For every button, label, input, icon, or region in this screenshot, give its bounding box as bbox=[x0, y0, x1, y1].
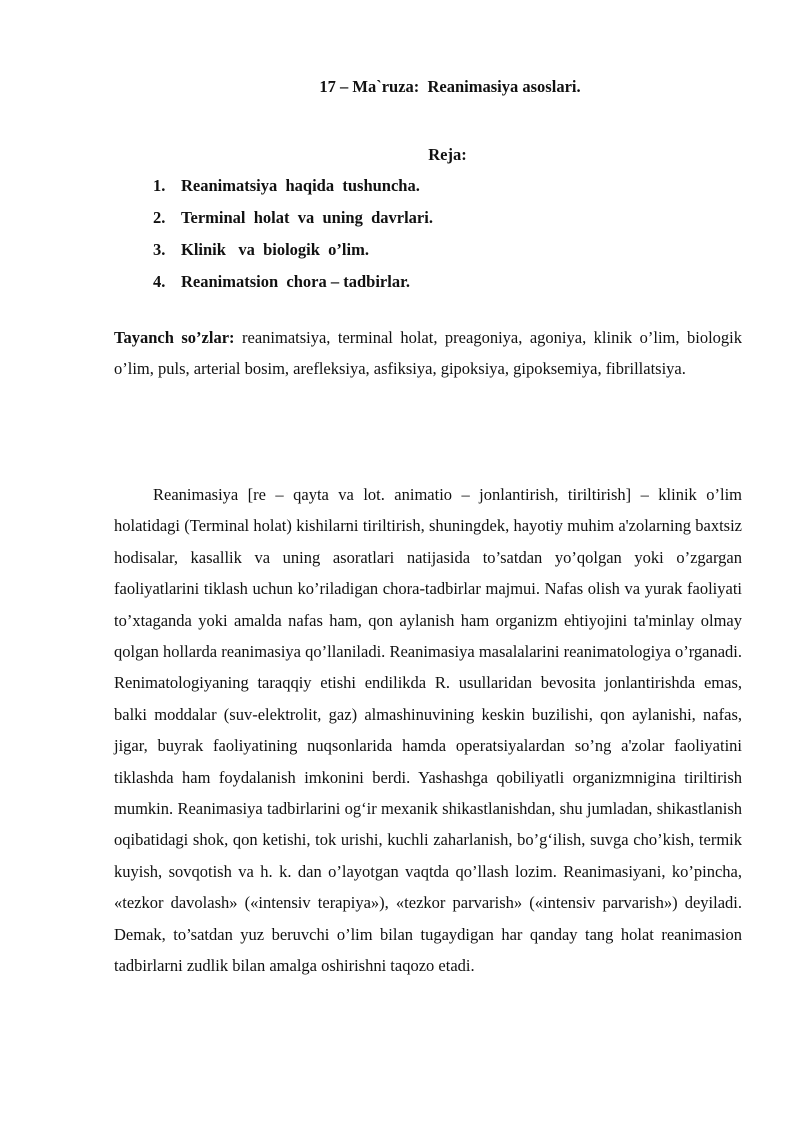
plan-item-number: 1. bbox=[153, 176, 166, 195]
plan-item-text: Reanimatsion chora – tadbirlar. bbox=[181, 272, 411, 291]
plan-item-number: 4. bbox=[153, 272, 166, 291]
plan-item-number: 3. bbox=[153, 240, 166, 259]
plan-item-text: Reanimatsiya haqida tushuncha. bbox=[181, 176, 420, 195]
plan-item-text: Terminal holat va uning davrlari. bbox=[181, 208, 433, 227]
lecture-title: 17 – Ma`ruza: Reanimasiya asoslari. bbox=[319, 77, 581, 96]
plan-item bbox=[153, 268, 433, 300]
body-paragraph: Reanimasiya [re – qayta va lot. animatio – jonlantirish, tiriltirish] – klinik o’lim holatidagi (Terminal holat) kishilarni tiriltirish, shuningdek, hayotiy muhim a'zolarning baxtsiz hodisalar, kasallik va uning asoratlari natijasida to’satdan yo’qolgan yoki o’zgargan faoliyatlarini tiklash uchun ko’riladigan chora-tadbirlar majmui. Nafas olish va yurak faoliyati to’xtaganda yoki amalda nafas ham, qon aylanish ham organizm ehtiyojini ta'minlay olmay qolgan hollarda reanimasiya qo’llaniladi. Reanimasiya masalalarini reanimatologiya o’rganadi. Renimatologiyaning taraqqiy etishi endilikda R. usullaridan bevosita jonlantirishda emas, balki moddalar (suv-elektrolit, gaz) almashinuvining keskin buzilishi, qon aylanishi, nafas, jigar, buyrak faoliyatining nuqsonlarida hamda operatsiyalardan so’ng a'zolar faoliyatini tiklashda ham foydalanish imkonini berdi. Yashashga qobiliyatli organizmnigina tiriltirish mumkin. Reanimasiya tadbirlarini og‘ir mexanik shikastlanishdan, shu jumladan, shikastlanish oqibatidagi shok, qon ketishi, tok urishi, kuchli zaharlanish, bo’g‘ilish, suvga cho’kish, termik kuyish, sovqotish va h. k. dan o’layotgan vaqtda qo’llash lozim. Reanimasiyani, ko’pincha, «tezkor davolash» («intensiv terapiya»), «tezkor parvarish» («intensiv parvarish») deyiladi. Demak, to’satdan yuz beruvchi o’lim bilan tugaydigan har qanday tang holat reanimasion tadbirlarni zudlik bilan amalga oshirishni taqozo etadi. bbox=[114, 485, 742, 976]
plan-heading: Reja: bbox=[428, 145, 467, 164]
plan-item-number: 2. bbox=[153, 208, 166, 227]
plan-item bbox=[153, 172, 433, 204]
keywords-label: Tayanch so’zlar: bbox=[114, 328, 235, 347]
plan-list bbox=[153, 172, 433, 300]
keywords-paragraph bbox=[114, 322, 742, 384]
plan-item bbox=[153, 204, 433, 236]
keywords-text: reanimatsiya, terminal holat, preagoniya, agoniya, klinik o’lim, biologik o’lim, puls, arterial bosim, arefleksiya, asfiksiya, gipoksiya, gipoksemiya, fibrillatsiya. bbox=[114, 328, 742, 378]
plan-item bbox=[153, 236, 433, 268]
plan-item-text: Klinik va biologik o’lim. bbox=[181, 240, 369, 259]
